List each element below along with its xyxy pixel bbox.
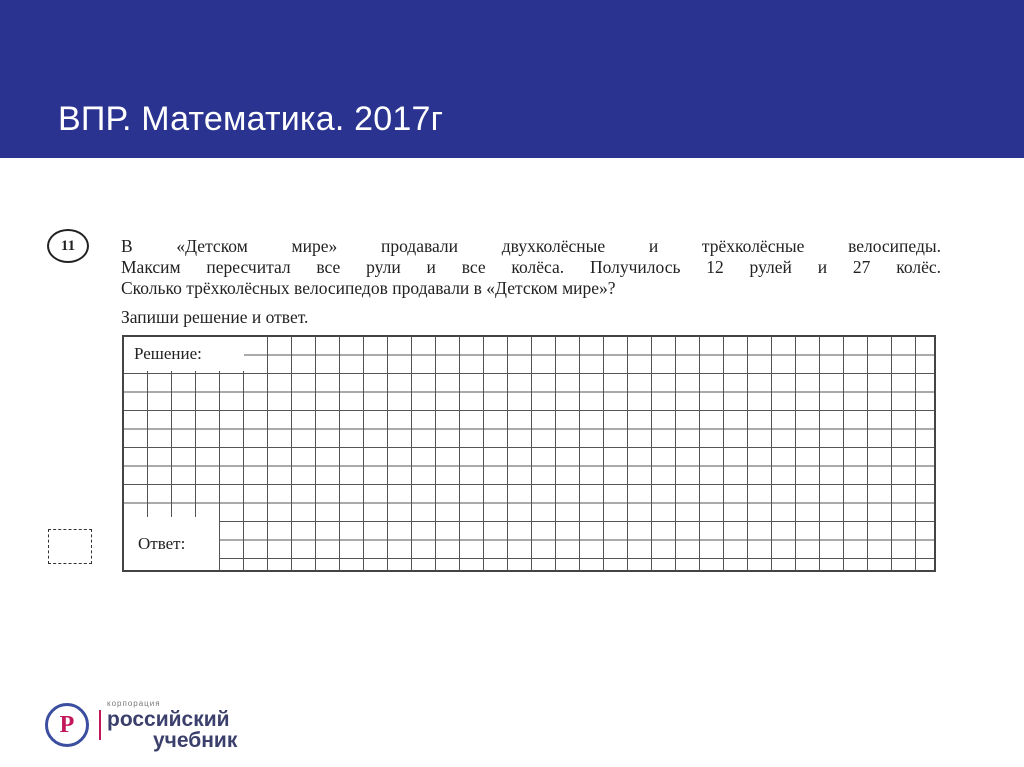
task-number-badge: 11 xyxy=(47,229,89,263)
task-instruction: Запиши решение и ответ. xyxy=(121,307,309,327)
task-line: Максим пересчитал все рули и все колёса. Получилось 12 рулей и 27 колёс. xyxy=(121,257,941,277)
logo-line1: российский xyxy=(107,707,230,731)
logo-divider xyxy=(99,710,101,740)
task-line: Сколько трёхколёсных велосипедов продавали в «Детском мире»? xyxy=(121,278,616,298)
publisher-logo xyxy=(45,700,237,750)
logo-small-text: корпорация xyxy=(107,698,161,708)
logo-text xyxy=(107,700,237,751)
slide-title: ВПР. Математика. 2017г xyxy=(58,100,444,138)
publisher-logo-icon: Р xyxy=(45,703,89,747)
logo-line2: учебник xyxy=(153,728,238,752)
header-band xyxy=(0,0,1024,158)
solution-label: Решение: xyxy=(124,337,244,371)
solution-grid[interactable] xyxy=(122,335,936,572)
score-box xyxy=(48,529,92,564)
task-text xyxy=(121,236,941,299)
task-line: В «Детском мире» продавали двухколёсные и трёхколёсные велосипеды. xyxy=(121,236,941,256)
answer-label: Ответ: xyxy=(124,517,220,570)
